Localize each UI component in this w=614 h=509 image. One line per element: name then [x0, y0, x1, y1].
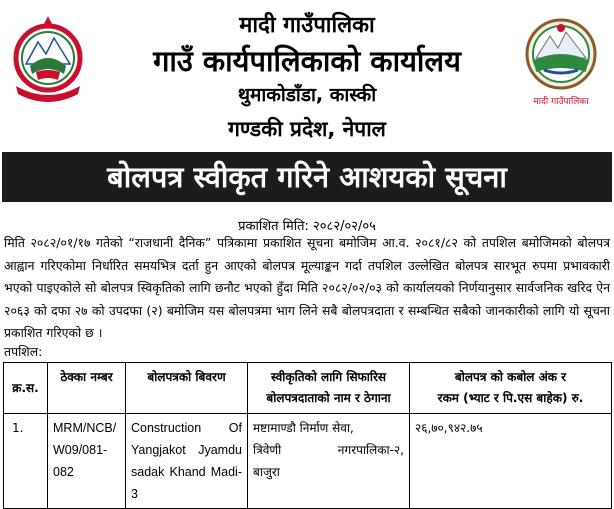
logo-caption: मादी गाउँपालिका [533, 97, 589, 107]
header-bidder-line1: स्वीकृतिको लागि सिफारिस [270, 370, 387, 384]
contract-no-line: MRM/NCB/ [53, 421, 117, 435]
bidder-line: मष्टामाण्डौ निर्माण सेवा, [253, 421, 354, 435]
contract-no-line: W09/081- [53, 443, 108, 457]
published-date: प्रकाशित मिति: २०८२/०२/०५ [238, 219, 376, 234]
header-contract-no: ठेक्का नम्बर [48, 363, 126, 414]
office-name: गाउँ कार्यपालिकाको कार्यालय [153, 44, 461, 78]
table-header-row [4, 363, 612, 414]
cell-amount: २६,७०,९४२.७५ [410, 414, 612, 509]
province-country: गण्डकी प्रदेश, नेपाल [228, 117, 386, 141]
description-line: sadak Khand Madi-3 [131, 465, 242, 501]
table-row [4, 414, 612, 509]
description-line: Construction Of [131, 421, 242, 435]
bidder-line: त्रिवेणी नगरपालिका-२, [253, 443, 404, 457]
municipality-name: मादी गाउँपालिका [239, 13, 375, 38]
office-address: थुमाकोडाँडा, कास्की [237, 84, 377, 106]
cell-sn: 1. [4, 414, 48, 509]
tender-table [3, 362, 612, 509]
cell-description [126, 414, 248, 509]
cell-contract-no [48, 414, 126, 509]
header-amount [410, 363, 612, 414]
bidder-line: बाजुरा [253, 465, 280, 479]
header-amount-line1: बोलपत्र को कबोल अंक र [454, 370, 567, 384]
header-amount-line2: रकम (भ्याट र पि.एस बाहेक) रु. [437, 391, 584, 405]
header-sn: क्र.स. [4, 363, 48, 414]
notice-title-banner: बोलपत्र स्वीकृत गरिने आशयको सूचना [2, 152, 612, 202]
contract-no-line: 082 [53, 465, 74, 479]
header-bidder-line2: बोलपत्रदाताको नाम र ठेगाना [266, 391, 391, 405]
header-description: बोलपत्रको बिवरण [126, 363, 248, 414]
description-line: Yangjakot Jyamdu [131, 443, 242, 457]
cell-bidder [248, 414, 410, 509]
details-label: तपशिल: [4, 344, 43, 359]
header-bidder [248, 363, 410, 414]
notice-body-paragraph: मिति २०८२/०१/१७ गतेको “राजधानी दैनिक” पत्रिकामा प्रकाशित सूचना बमोजिम आ.व. २०८१/८२ को तपशिल बमोजिमको बोलपत्र आह्वान गरिएकोमा निर्धारित समयभित्र दर्ता हुन आएको बोलपत्र मूल्याङ्कन गर्दा तपशिल उल्लेखित बोलपत्र सारभूत रुपमा प्रभावकारी भएको पाइएकोले सो बोलपत्र स्विकृतिको लागि छनौट भएको हुँदा मिति २०८२/०२/०३ को कार्यालयको निर्णयानुसार सार्वजनिक खरिद ऐन २०६३ को दफा २७ को उपदफा (२) बमोजिम यस बोलपत्रमा भाग लिने सबै बोलपत्रदाता र सम्बन्धित सबैको जानकारीको लागि यो सूचना प्रकाशित गरिएको छ । [4, 235, 610, 340]
